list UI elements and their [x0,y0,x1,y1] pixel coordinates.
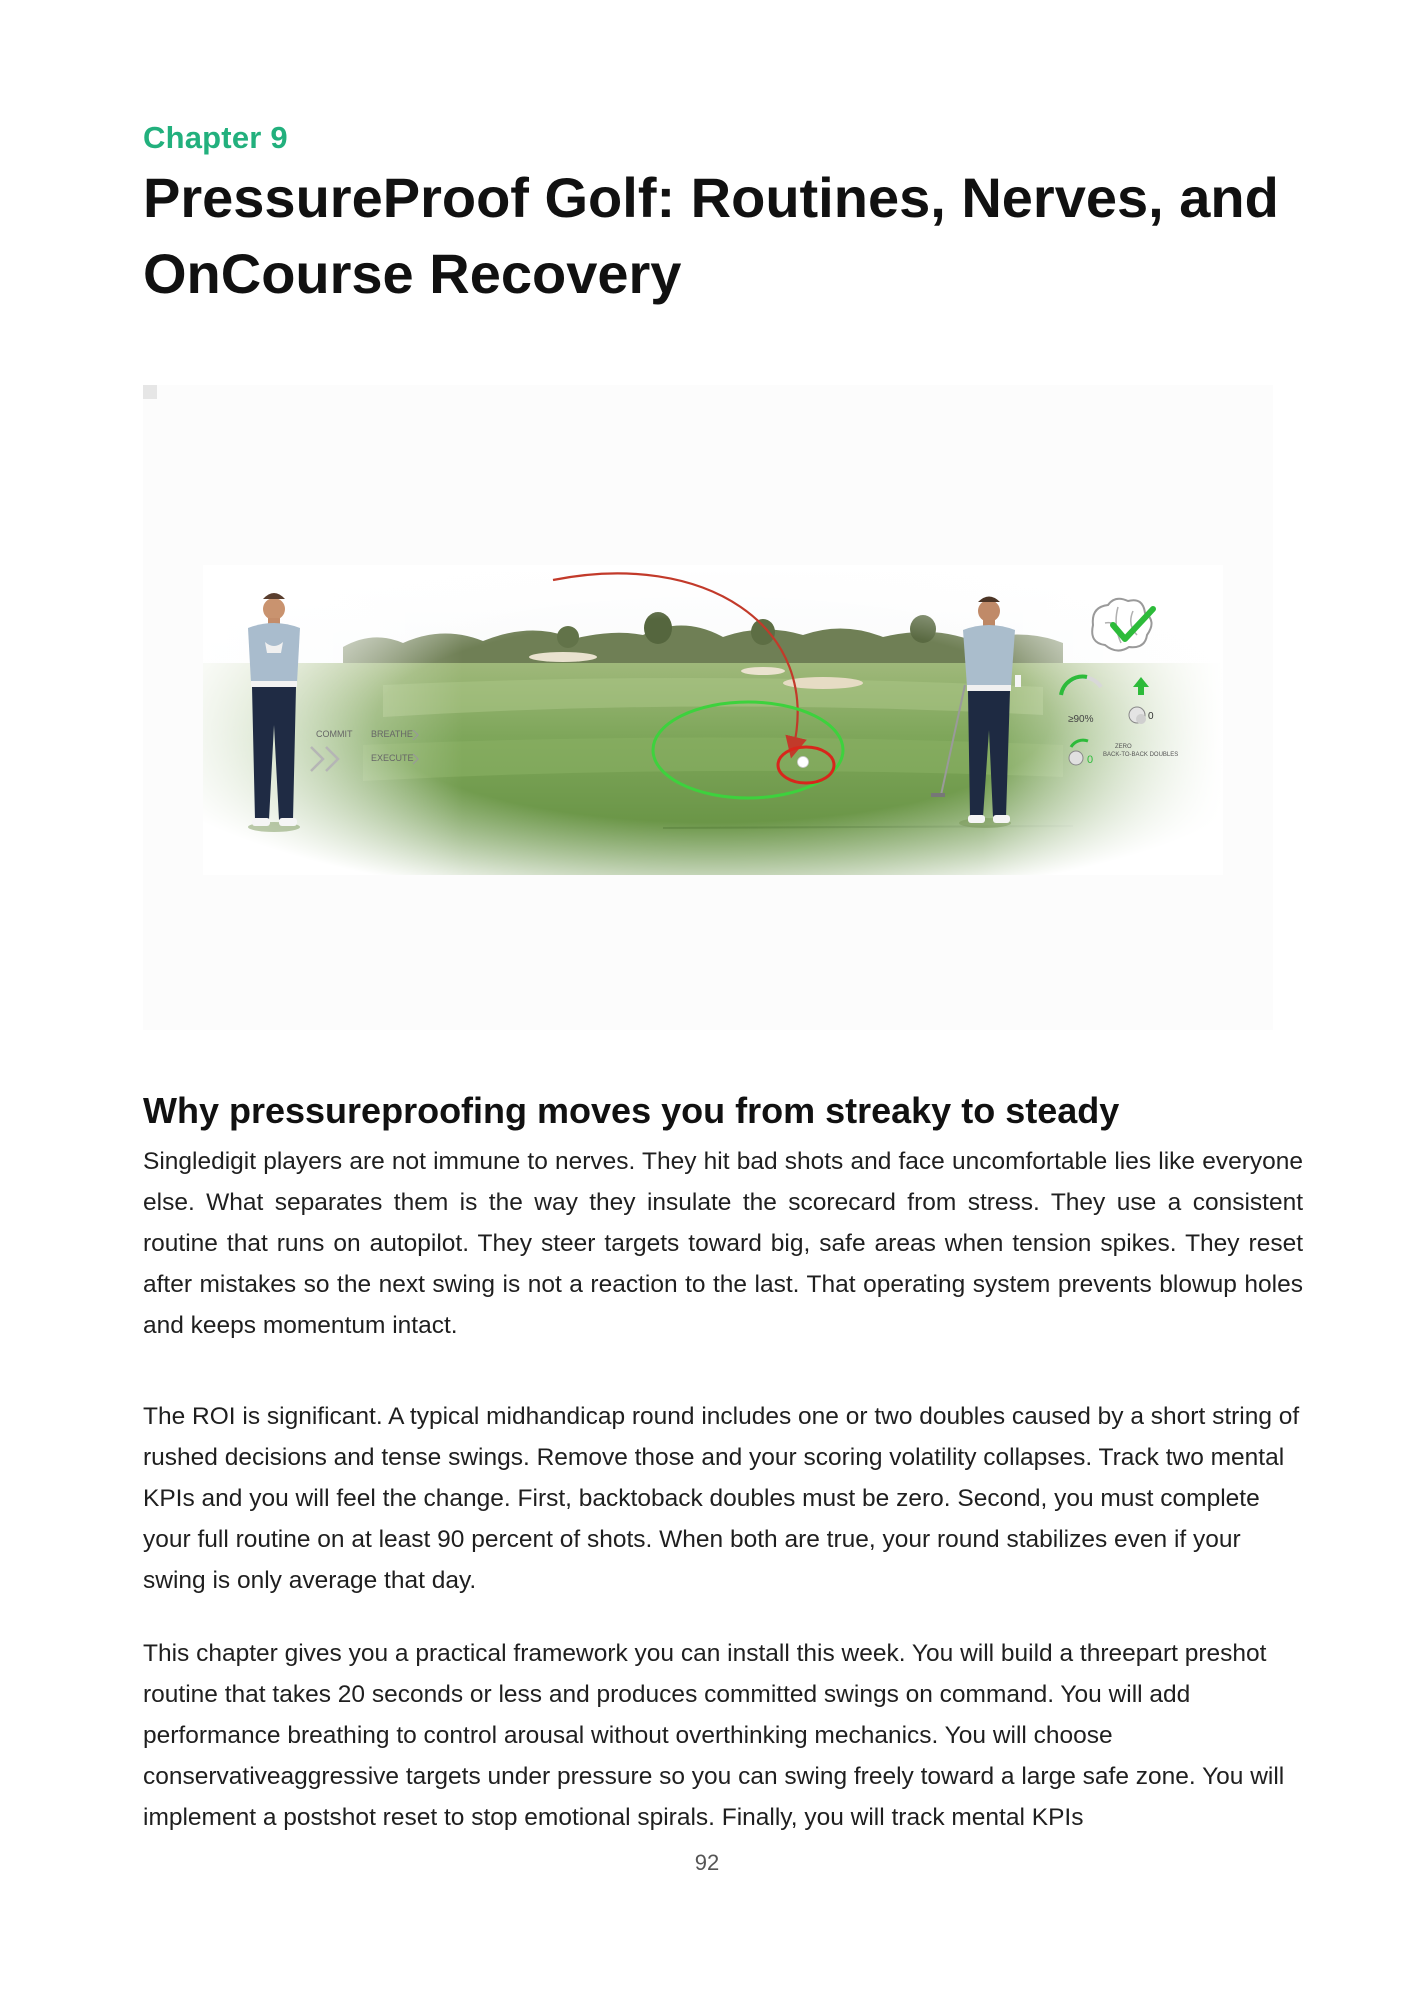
kpi-zero-label: ZERO [1115,744,1132,750]
kpi-zero-sublabel: BACK-TO-BACK DOUBLES [1103,752,1179,758]
page-number: 92 [694,1850,720,1875]
chapter-illustration [143,385,1273,1030]
routine-label-breathe: BREATHE [371,729,413,739]
golf-scene-image [143,385,1273,1030]
brain-check-icon [1092,599,1153,651]
chapter-title: PressureProof Golf: Routines, Nerves, and OnCourse Recovery [143,166,1279,305]
kpi-routine-value: ≥90% [1068,714,1094,725]
body-paragraph: The ROI is significant. A typical midhandicap round includes one or two doubles caused by a short string of rushed decisions and tense swings. Remove those and your scoring volatility collapses. Track two mental KPIs and you will feel the change. First, backtoback doubles must be zero. Second, you must complete your full routine on at least 90 percent of shots. When both are true, your round stabilizes even if your swing is only average that day. [143,1403,1300,1594]
body-paragraph: Singledigit players are not immune to nerves. They hit bad shots and face uncomfortable lies like everyone else. What separates them is the way they insulate the scorecard from stress. They use a consistent routine that runs on autopilot. They steer targets toward big, safe areas when tension spikes. They reset after mistakes so the next swing is not a reaction to the last. That operating system prevents blowup holes and keeps momentum intact. [143,1148,1303,1339]
routine-label-execute: EXECUTE [371,753,414,763]
routine-label-commit: COMMIT [316,729,353,739]
kpi-doubles-count: 0 [1148,711,1154,722]
section-heading: Why pressureproofing moves you from streaky to steady [143,1090,1120,1131]
kpi-zero-count: 0 [1087,754,1094,766]
body-paragraph: This chapter gives you a practical framework you can install this week. You will build a threepart preshot routine that takes 20 seconds or less and produces committed swings on command. You will add performance breathing to control arousal without overthinking mechanics. You will choose conservativeaggressive targets under pressure so you can swing freely toward a large safe zone. You will implement a postshot reset to stop emotional spirals. Finally, you will track mental KPIs [143,1640,1285,1831]
golf-ball [798,757,809,768]
chapter-label: Chapter 9 [143,120,288,155]
